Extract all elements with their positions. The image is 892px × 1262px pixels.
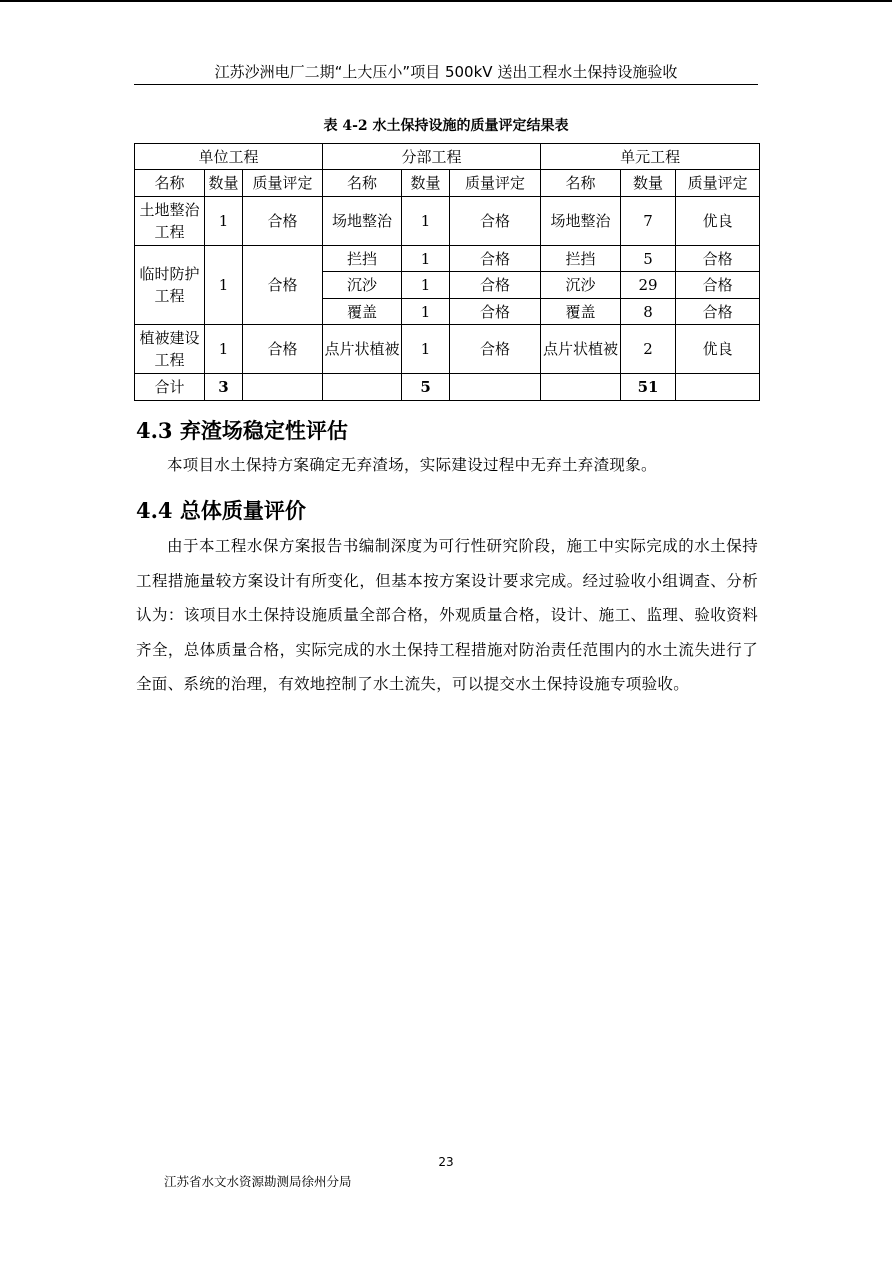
sub-header-cell: 质量评定 [676,170,760,197]
cell-grade-cell: 优良 [676,197,760,246]
unit-grade-cell: 合格 [243,246,323,325]
unit-name-cell: 土地整治工程 [135,197,205,246]
sub-header-cell: 数量 [621,170,676,197]
sub-header-cell: 名称 [323,170,402,197]
running-header: 江苏沙洲电厂二期“上大压小”项目 500kV 送出工程水土保持设施验收 [214,63,678,81]
part-grade-cell: 合格 [450,325,541,374]
cell-name-cell: 点片状植被 [541,325,621,374]
section-heading-4-3: 4.3 弃渣场稳定性评估 [136,418,348,443]
cell-name-cell: 沉沙 [541,272,621,299]
group-header-row [135,144,760,170]
sub-header-cell: 质量评定 [243,170,323,197]
sub-header-cell: 名称 [541,170,621,197]
total-label-cell: 合计 [135,374,205,401]
total-cell-qty-cell: 51 [621,374,676,401]
unit-grade-cell: 合格 [243,325,323,374]
cell-grade-cell: 合格 [676,299,760,325]
total-row [135,374,760,401]
table-row [135,197,760,246]
sub-header-row [135,170,760,197]
total-unit-qty-cell: 3 [205,374,243,401]
table-row [135,246,760,272]
group-header-unit: 单位工程 [135,144,323,170]
cell-qty-cell: 2 [621,325,676,374]
cell-qty-cell: 5 [621,246,676,272]
table-row [135,325,760,374]
group-header-part: 分部工程 [323,144,541,170]
part-qty-cell: 1 [402,246,450,272]
unit-qty-cell: 1 [205,246,243,325]
cell-grade-cell: 合格 [676,272,760,299]
footer-organization: 江苏省水文水资源勘测局徐州分局 [164,1174,352,1189]
part-name-cell: 场地整治 [323,197,402,246]
part-name-cell: 覆盖 [323,299,402,325]
cell-qty-cell: 7 [621,197,676,246]
empty-cell [323,374,402,401]
page-number: 23 [438,1155,454,1169]
unit-qty-cell: 1 [205,197,243,246]
cell-name-cell: 覆盖 [541,299,621,325]
part-grade-cell: 合格 [450,299,541,325]
header-divider [134,84,758,85]
total-part-qty-cell: 5 [402,374,450,401]
quality-assessment-table [134,143,760,401]
sub-header-cell: 数量 [402,170,450,197]
cell-grade-cell: 合格 [676,246,760,272]
table-caption: 表 4-2 水土保持设施的质量评定结果表 [323,118,569,134]
cell-name-cell: 拦挡 [541,246,621,272]
sub-header-cell: 名称 [135,170,205,197]
part-qty-cell: 1 [402,197,450,246]
unit-name-cell: 临时防护工程 [135,246,205,325]
part-qty-cell: 1 [402,325,450,374]
empty-cell [243,374,323,401]
top-border [0,0,892,2]
section-heading-4-4: 4.4 总体质量评价 [136,498,306,523]
empty-cell [450,374,541,401]
unit-qty-cell: 1 [205,325,243,374]
cell-qty-cell: 29 [621,272,676,299]
cell-qty-cell: 8 [621,299,676,325]
unit-grade-cell: 合格 [243,197,323,246]
part-qty-cell: 1 [402,272,450,299]
cell-name-cell: 场地整治 [541,197,621,246]
part-name-cell: 沉沙 [323,272,402,299]
section-4-4-body: 由于本工程水保方案报告书编制深度为可行性研究阶段，施工中实际完成的水土保持工程措施量较方案设计有所变化，但基本按方案设计要求完成。经过验收小组调查、分析认为：该项目水土保持设施质量全部合格，外观质量合格，设计、施工、监理、验收资料齐全，总体质量合格，实际完成的水土保持工程措施对防治责任范围内的水土流失进行了全面、系统的治理，有效地控制了水土流失，可以提交水土保持设施专项验收。 [136,537,758,693]
part-grade-cell: 合格 [450,246,541,272]
empty-cell [541,374,621,401]
group-header-cell: 单元工程 [541,144,760,170]
sub-header-cell: 质量评定 [450,170,541,197]
section-4-3-body: 本项目水土保持方案确定无弃渣场，实际建设过程中无弃土弃渣现象。 [167,456,657,474]
empty-cell [676,374,760,401]
part-grade-cell: 合格 [450,272,541,299]
part-name-cell: 点片状植被 [323,325,402,374]
cell-grade-cell: 优良 [676,325,760,374]
part-grade-cell: 合格 [450,197,541,246]
unit-name-cell: 植被建设工程 [135,325,205,374]
part-qty-cell: 1 [402,299,450,325]
part-name-cell: 拦挡 [323,246,402,272]
sub-header-cell: 数量 [205,170,243,197]
